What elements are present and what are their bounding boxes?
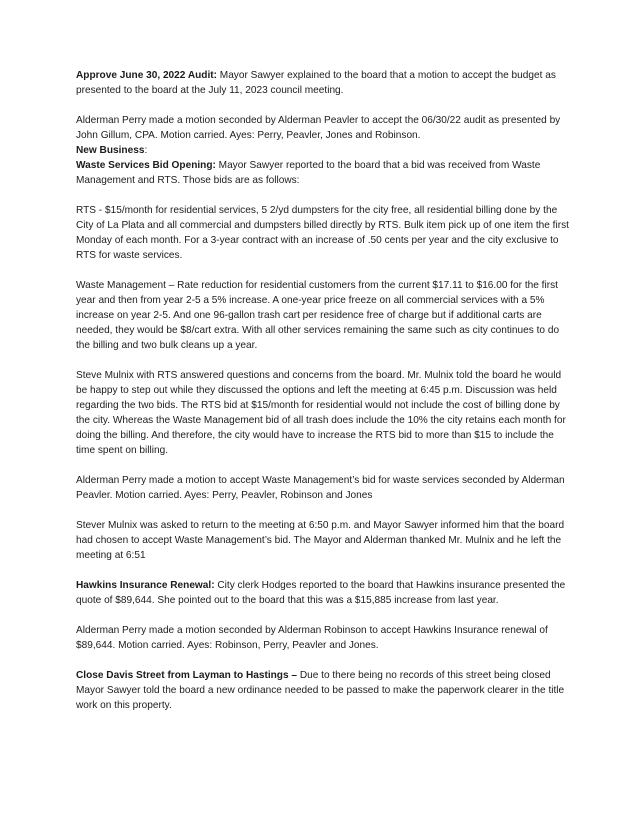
mulnix-return-paragraph xyxy=(76,518,570,563)
audit-approval-text: Mayor Sawyer explained to the board that a motion to accept the budget as presented to the board at the July 11, 2023 council meeting. xyxy=(76,70,556,96)
rts-bid-paragraph xyxy=(76,203,570,263)
waste-motion-text: Alderman Perry made a motion to accept Waste Management’s bid for waste services seconded by Alderman Peavler. Motion carried. Ayes: Perry, Peavler, Robinson and Jones xyxy=(76,475,565,501)
insurance-renewal-paragraph xyxy=(76,578,570,608)
audit-approval-paragraph xyxy=(76,68,570,98)
new-business-colon: : xyxy=(144,145,148,156)
audit-motion-paragraph xyxy=(76,113,570,143)
new-business-line xyxy=(76,143,570,158)
insurance-renewal-text: City clerk Hodges reported to the board that Hawkins insurance presented the quote of $89,644. She pointed out to the board that this was a $15,885 increase from last year. xyxy=(76,580,566,606)
rts-bid-text: RTS - $15/month for residential services, 5 2/yd dumpsters for the city free, all residential billing done by the City of La Plata and all commercial and dumpsters billed directly by RTS. Bulk item pick up of one item the first Monday of each month. For a 3-year contract with an increase of .50 cents per year and the city exclusive to RTS for waste services. xyxy=(76,205,569,261)
waste-management-bid-text: Waste Management – Rate reduction for residential customers from the current $17.11 to $16.00 for the first year and then from year 2-5 a 5% increase. A one-year price freeze on all commercial services with a 5% increase on year 2-5. And one 96-gallon trash cart per residence free of charge but if additional carts are needed, they would be $8/cart extra. With all other services remaining the same such as city continues to do the billing and two bulk cleans up a year. xyxy=(76,280,560,351)
bid-discussion-paragraph xyxy=(76,368,570,458)
audit-motion-text: Alderman Perry made a motion seconded by Alderman Peavler to accept the 06/30/22 audit as presented by John Gillum, CPA. Motion carried. Ayes: Perry, Peavler, Jones and Robinson. xyxy=(76,115,561,141)
bid-discussion-text: Steve Mulnix with RTS answered questions and concerns from the board. Mr. Mulnix told the board he would be happy to step out while they discussed the options and left the meeting at 6:45 p.m. Discussion was held regarding the two bids. The RTS bid at $15/month for residential would not include the cost of billing done by the city. Whereas the Waste Management bid of all trash does include the 10% the city retains each month for doing the billing. And therefore, the city would have to increase the RTS bid to more than $15 to include the time spent on billing. xyxy=(76,370,566,456)
waste-bid-opening-paragraph xyxy=(76,158,570,188)
audit-approval-heading: Approve June 30, 2022 Audit: xyxy=(76,70,217,81)
waste-motion-paragraph xyxy=(76,473,570,503)
insurance-motion-text: Alderman Perry made a motion seconded by Alderman Robinson to accept Hawkins Insurance renewal of $89,644. Motion carried. Ayes: Robinson, Perry, Peavler and Jones. xyxy=(76,625,548,651)
davis-street-text: Due to there being no records of this street being closed Mayor Sawyer told the board a new ordinance needed to be passed to make the paperwork clearer in the title work on this property. xyxy=(76,670,565,711)
waste-management-bid-paragraph xyxy=(76,278,570,353)
meeting-minutes-page xyxy=(76,68,570,728)
waste-bid-opening-heading: Waste Services Bid Opening: xyxy=(76,160,216,171)
new-business-heading: New Business xyxy=(76,145,145,156)
insurance-renewal-heading: Hawkins Insurance Renewal: xyxy=(76,580,215,591)
mulnix-return-text: Stever Mulnix was asked to return to the meeting at 6:50 p.m. and Mayor Sawyer informed him that the board had chosen to accept Waste Management’s bid. The Mayor and Alderman thanked Mr. Mulnix and he left the meeting at 6:51 xyxy=(76,520,565,561)
insurance-motion-paragraph xyxy=(76,623,570,653)
davis-street-heading: Close Davis Street from Layman to Hastings – xyxy=(76,670,298,681)
waste-bid-opening-text: Mayor Sawyer reported to the board that a bid was received from Waste Management and RTS. Those bids are as follows: xyxy=(76,160,541,186)
davis-street-paragraph xyxy=(76,668,570,713)
